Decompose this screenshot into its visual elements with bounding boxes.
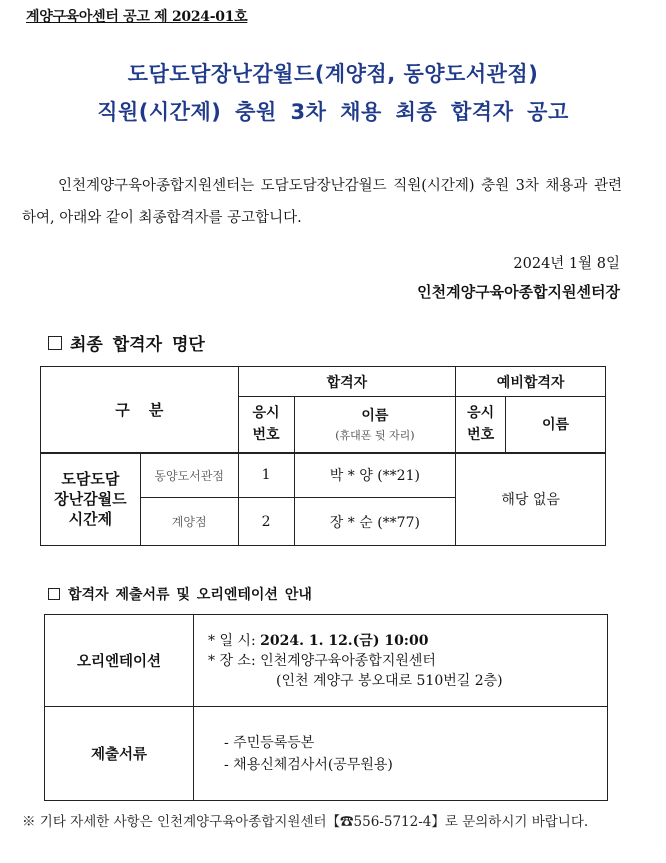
branch-cell: 계양점 bbox=[140, 498, 238, 546]
title-line-1: 도담도담장난감월드(계양점, 동양도서관점) bbox=[127, 62, 539, 86]
orientation-date-value: 2024. 1. 12.(금) 10:00 bbox=[260, 632, 429, 649]
document-item: - 주민등록등본 bbox=[224, 734, 315, 751]
document-item: - 채용신체검사서(공무원용) bbox=[224, 756, 393, 773]
section-final-list-title: 최종 합격자 명단 bbox=[70, 335, 205, 355]
orientation-place: * 장 소: 인천계양구육아종합지원센터 bbox=[208, 652, 436, 669]
name-cell: 장 * 순 (**77) bbox=[294, 498, 456, 546]
name-header-cell bbox=[294, 397, 456, 453]
notice-number: 계양구육아센터 공고 제 2024-01호 bbox=[26, 9, 248, 25]
final-list-table bbox=[40, 366, 606, 546]
orientation-label: 오리엔테이션 bbox=[45, 615, 194, 707]
name-note: (휴대폰 뒷 자리) bbox=[335, 429, 415, 443]
documents-content bbox=[194, 707, 608, 801]
orientation-table bbox=[44, 614, 608, 801]
square-bullet-icon bbox=[48, 588, 60, 600]
name-header: 이름 bbox=[361, 408, 389, 425]
orientation-date-prefix: * 일 시: bbox=[208, 632, 261, 649]
section-final-list bbox=[48, 330, 205, 355]
issuer: 인천계양구육아종합지원센터장 bbox=[417, 283, 620, 301]
title-line-2: 직원(시간제) 충원 3차 채용 최종 합격자 공고 bbox=[97, 100, 569, 124]
exam-no-header: 응시 번호 bbox=[238, 397, 294, 453]
reserve-name-header: 이름 bbox=[506, 397, 606, 453]
orientation-date bbox=[208, 631, 607, 651]
exam-no-cell: 2 bbox=[238, 498, 294, 546]
reserve-value: 해당 없음 bbox=[456, 453, 606, 546]
group-cell: 도담도담 장난감월드 시간제 bbox=[41, 453, 141, 546]
documents-label: 제출서류 bbox=[45, 707, 194, 801]
reserve-header: 예비합격자 bbox=[456, 367, 606, 397]
section-documents-title: 합격자 제출서류 및 오리엔테이션 안내 bbox=[68, 587, 312, 603]
passed-header: 합격자 bbox=[238, 367, 456, 397]
orientation-address: (인천 계양구 봉오대로 510번길 2층) bbox=[276, 672, 503, 689]
square-bullet-icon bbox=[48, 336, 62, 350]
body-text bbox=[22, 170, 622, 234]
body-text-content: 인천계양구육아종합지원센터는 도담도담장난감월드 직원(시간제) 충원 3차 채용과 관련하여, 아래와 같이 최종합격자를 공고합니다. bbox=[22, 178, 622, 226]
exam-no-cell: 1 bbox=[238, 453, 294, 498]
branch-cell: 동양도서관점 bbox=[140, 453, 238, 498]
section-documents bbox=[48, 584, 312, 604]
orientation-content bbox=[194, 615, 608, 707]
name-cell: 박 * 양 (**21) bbox=[294, 453, 456, 498]
announcement-date: 2024년 1월 8일 bbox=[513, 256, 620, 272]
category-header: 구 분 bbox=[41, 367, 239, 453]
reserve-exam-no-header: 응시 번호 bbox=[456, 397, 506, 453]
footnote: ※ 기타 자세한 사항은 인천계양구육아종합지원센터【☎556-5712-4】로 문의하시기 바랍니다. bbox=[22, 814, 589, 830]
